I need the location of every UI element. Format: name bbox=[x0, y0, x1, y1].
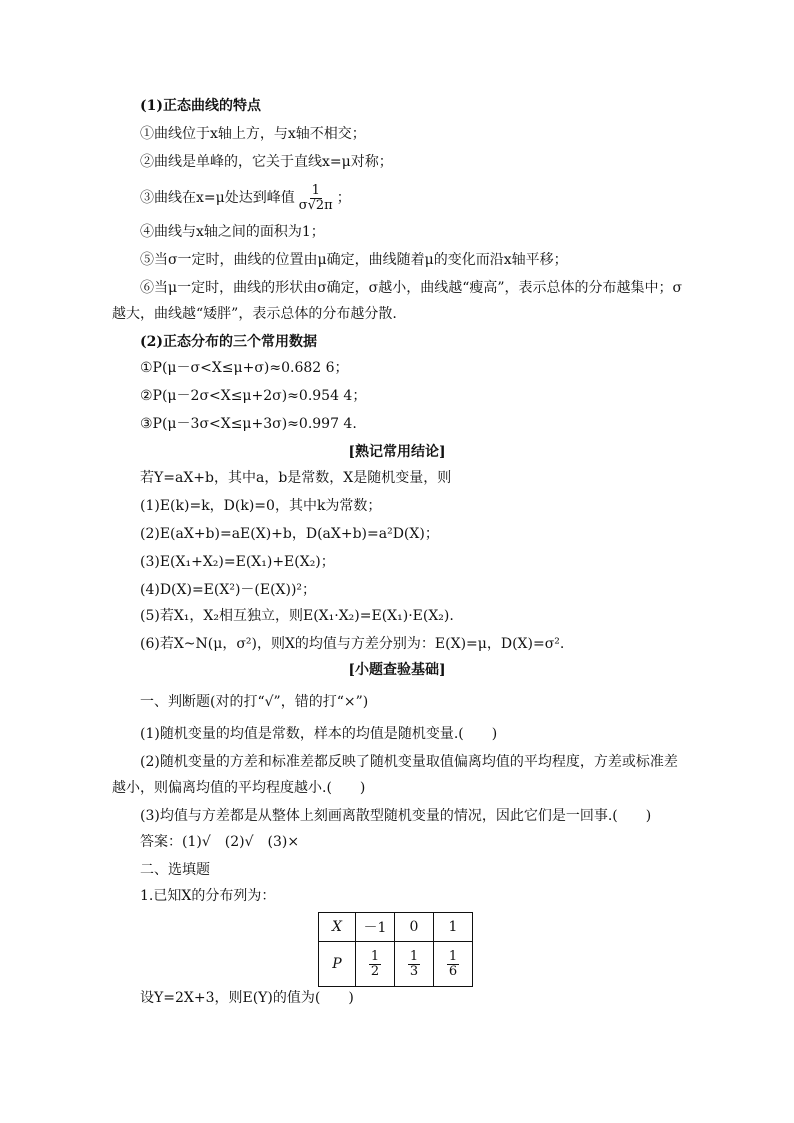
fraction-numerator: 1 bbox=[448, 948, 458, 964]
conclusion-6: (6)若X~N(μ，σ²)，则X的均值与方差分别为：E(X)=μ，D(X)=σ². bbox=[140, 636, 565, 652]
fraction-numerator: 1 bbox=[370, 948, 380, 964]
x-label-cell: X bbox=[319, 913, 356, 942]
p-value-cell bbox=[434, 942, 473, 987]
p-value-cell bbox=[356, 942, 395, 987]
x-value-cell: 1 bbox=[434, 913, 473, 942]
conclusion-5: (5)若X₁，X₂相互独立，则E(X₁·X₂)=E(X₁)·E(X₂). bbox=[140, 608, 454, 624]
normal-values-heading: (2)正态分布的三个常用数据 bbox=[140, 334, 317, 350]
normal-value-2: ②P(μ－2σ<X≤μ+2σ)≈0.954 4； bbox=[140, 388, 367, 404]
peak-value-numerator: 1 bbox=[311, 182, 320, 198]
probability-fraction bbox=[447, 950, 459, 978]
curve-property-3-text: ③曲线在x=μ处达到峰值 bbox=[140, 190, 295, 206]
probability-fraction bbox=[369, 950, 381, 978]
table-row bbox=[319, 913, 473, 942]
distribution-table bbox=[318, 912, 473, 987]
problem-1-question: 设Y=2X+3，则E(Y)的值为( ) bbox=[140, 990, 354, 1006]
conclusion-1: (1)E(k)=k，D(k)=0，其中k为常数； bbox=[140, 498, 382, 514]
probability-fraction bbox=[408, 950, 420, 978]
curve-property-6: ⑥当μ一定时，曲线的形状由σ确定，σ越小，曲线越“瘦高”，表示总体的分布越集中；σ bbox=[140, 280, 683, 296]
conclusions-intro: 若Y=aX+b，其中a，b是常数，X是随机变量，则 bbox=[140, 470, 452, 486]
conclusion-4: (4)D(X)=E(X²)－(E(X))²； bbox=[140, 582, 317, 598]
choice-section-heading: 二、选填题 bbox=[140, 862, 210, 878]
curve-property-3-suffix: ； bbox=[336, 190, 351, 206]
x-value-cell: 0 bbox=[395, 913, 434, 942]
judgement-question-2-cont: 越小，则偏离均值的平均程度越小.( ) bbox=[112, 780, 366, 796]
curve-property-6-cont: 越大，曲线越“矮胖”，表示总体的分布越分散. bbox=[112, 306, 397, 322]
fraction-denominator: 6 bbox=[448, 963, 458, 979]
p-label-cell: P bbox=[319, 942, 356, 987]
conclusion-2: (2)E(aX+b)=aE(X)+b，D(aX+b)=a²D(X)； bbox=[140, 526, 439, 542]
x-value-cell: －1 bbox=[356, 913, 395, 942]
judgement-question-1: (1)随机变量的均值是常数，样本的均值是随机变量.( ) bbox=[140, 726, 498, 742]
peak-value-fraction bbox=[297, 184, 335, 212]
normal-curve-heading: (1)正态曲线的特点 bbox=[140, 98, 261, 114]
fraction-denominator: 3 bbox=[409, 963, 419, 979]
judgement-question-3: (3)均值与方差都是从整体上刻画离散型随机变量的情况，因此它们是一回事.( ) bbox=[140, 808, 652, 824]
answer-line: 答案：(1)√ (2)√ (3)× bbox=[140, 834, 300, 850]
curve-property-2: ②曲线是单峰的，它关于直线x=μ对称； bbox=[140, 154, 393, 170]
judgement-section-heading: 一、判断题(对的打“√”，错的打“×”) bbox=[140, 694, 369, 710]
fraction-denominator: 2 bbox=[370, 963, 380, 979]
conclusion-3: (3)E(X₁+X₂)=E(X₁)+E(X₂)； bbox=[140, 554, 335, 570]
normal-value-1: ①P(μ－σ<X≤μ+σ)≈0.682 6； bbox=[140, 360, 349, 376]
curve-property-4: ④曲线与x轴之间的面积为1； bbox=[140, 224, 325, 240]
curve-property-5: ⑤当σ一定时，曲线的位置由μ确定，曲线随着μ的变化而沿x轴平移； bbox=[140, 252, 568, 268]
p-value-cell bbox=[395, 942, 434, 987]
curve-property-3 bbox=[140, 178, 351, 218]
table-row bbox=[319, 942, 473, 987]
curve-property-1: ①曲线位于x轴上方，与x轴不相交； bbox=[140, 126, 366, 142]
fraction-numerator: 1 bbox=[409, 948, 419, 964]
normal-value-3: ③P(μ－3σ<X≤μ+3σ)≈0.997 4. bbox=[140, 416, 357, 432]
quiz-title: [小题查验基础] bbox=[348, 662, 446, 678]
peak-value-denominator: σ√2π bbox=[298, 197, 333, 213]
conclusions-title: [熟记常用结论] bbox=[348, 444, 446, 460]
problem-1-intro: 1.已知X的分布列为： bbox=[140, 888, 276, 904]
judgement-question-2: (2)随机变量的方差和标准差都反映了随机变量取值偏离均值的平均程度，方差或标准差 bbox=[140, 754, 678, 770]
